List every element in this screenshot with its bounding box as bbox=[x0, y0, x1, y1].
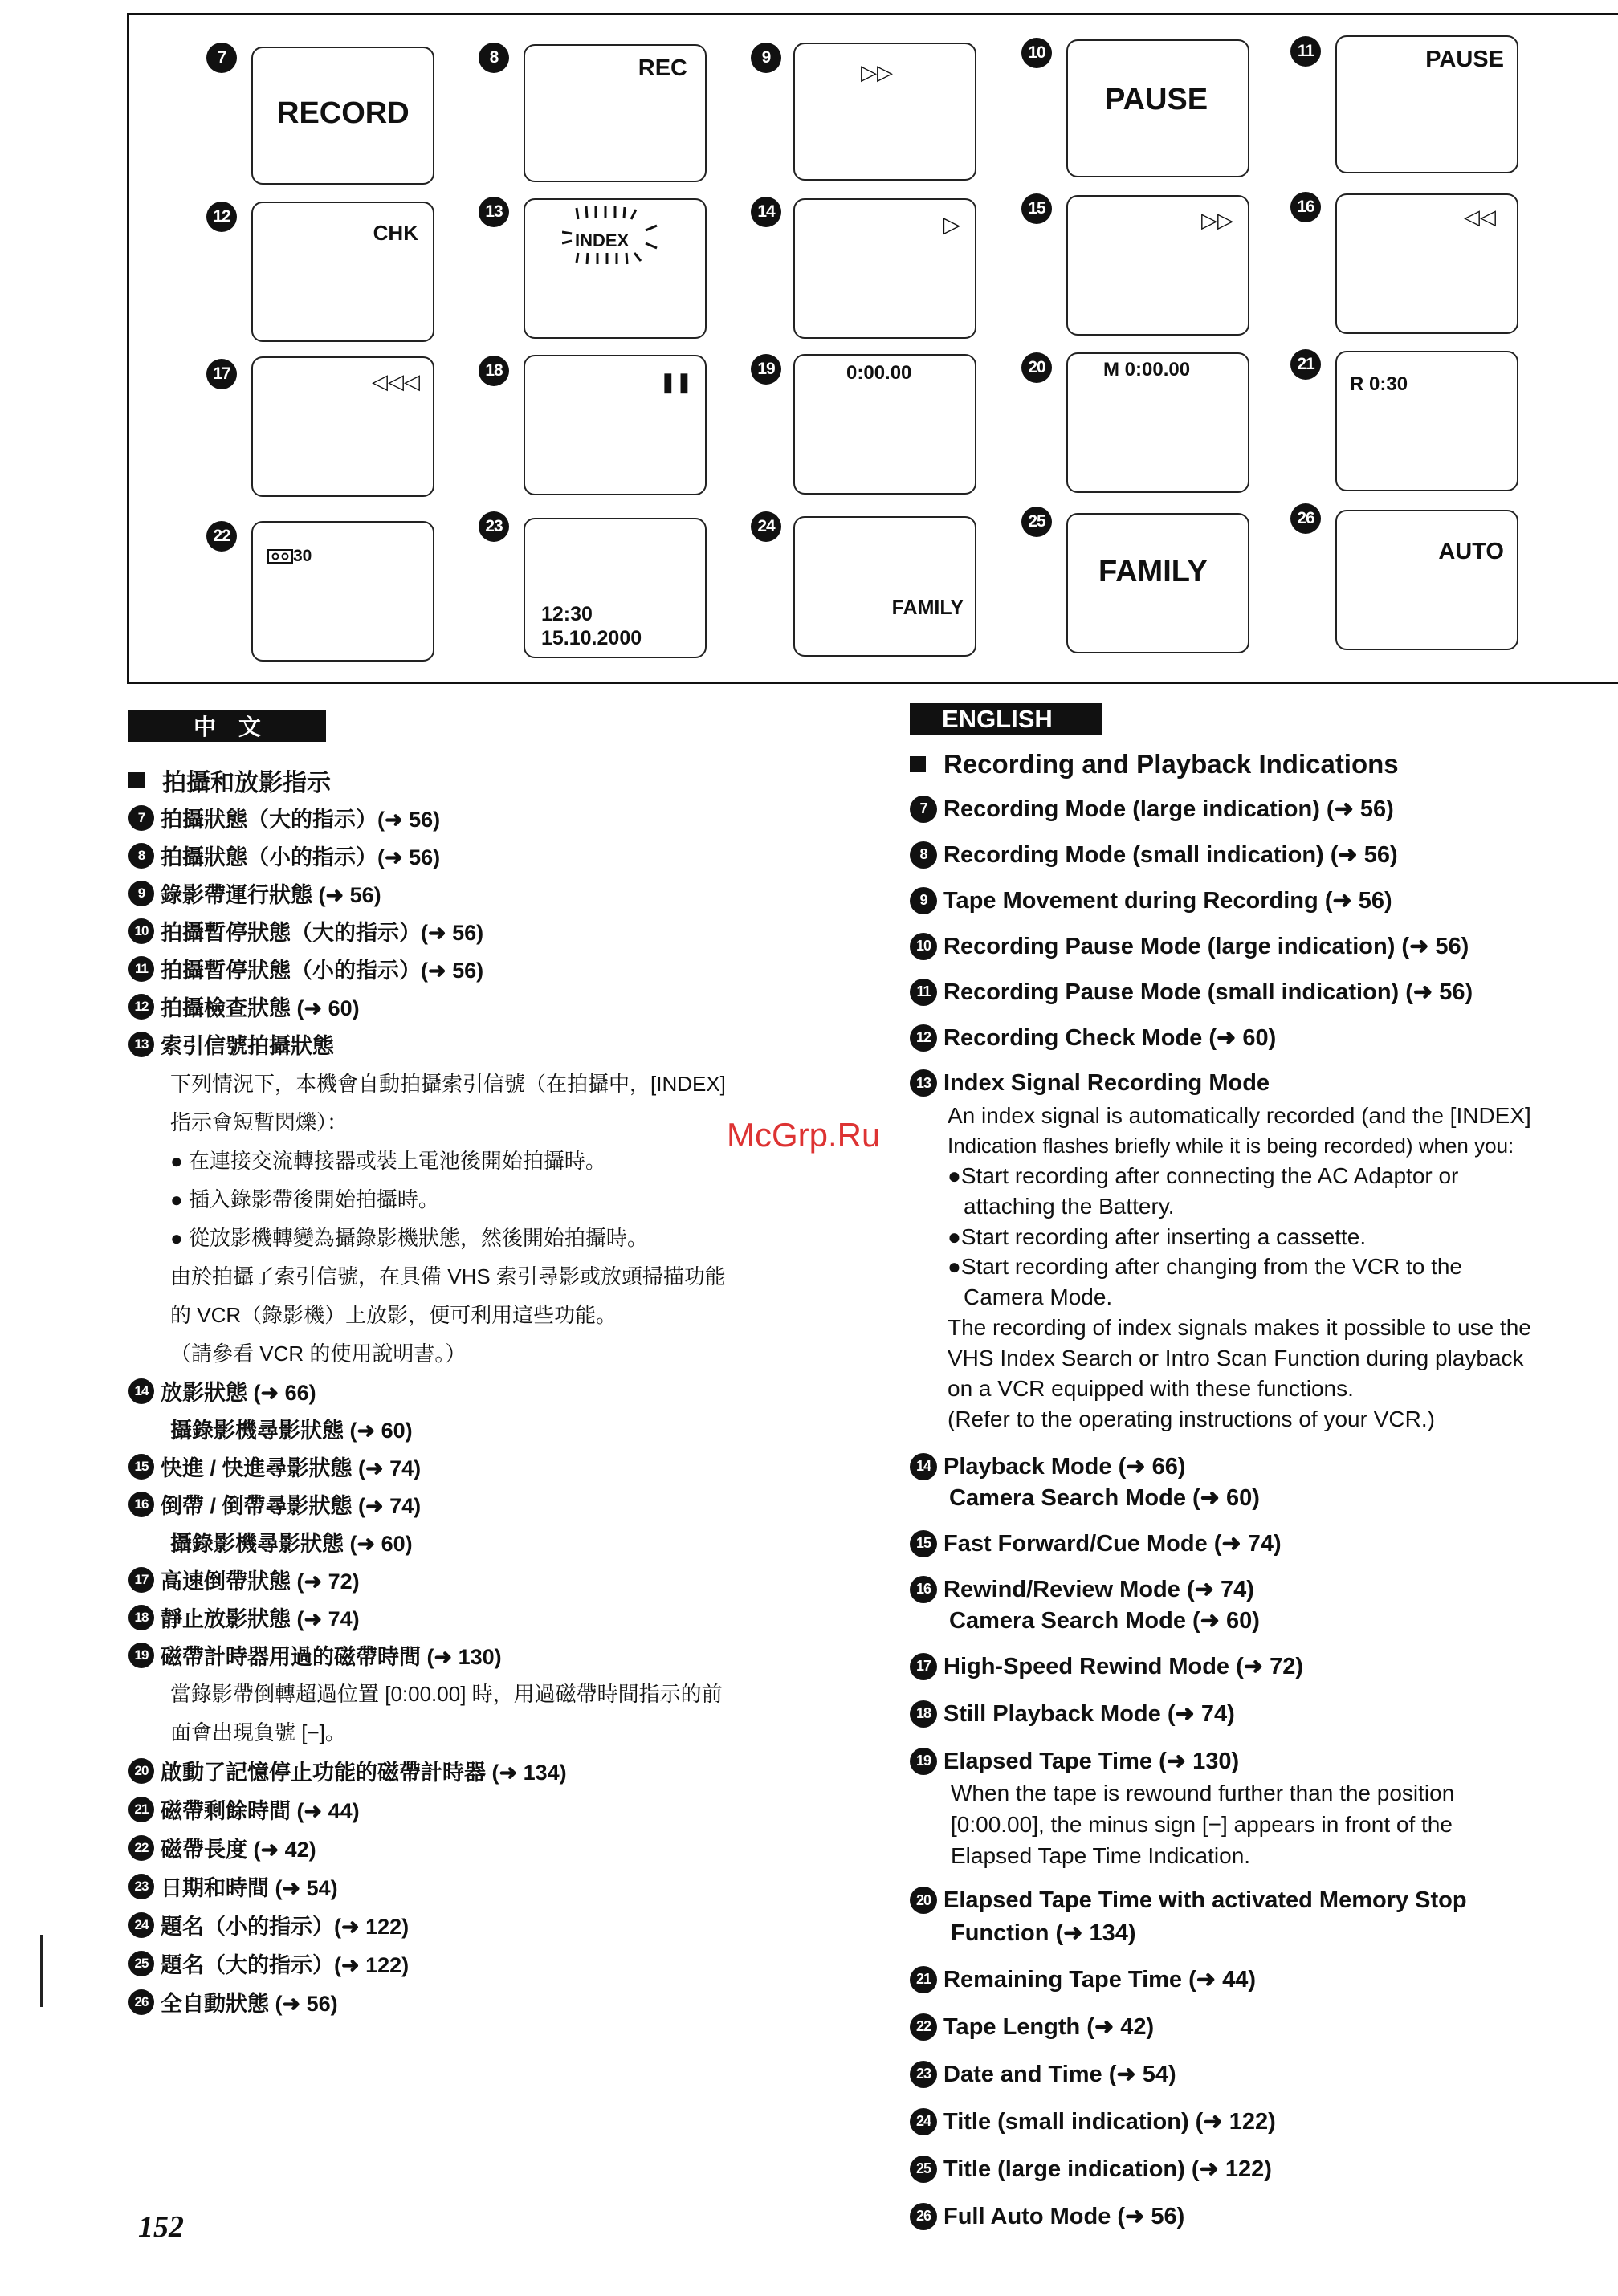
zh-item-10 bbox=[128, 915, 483, 946]
en-index-bullet-cont: Camera Mode. bbox=[964, 1284, 1113, 1309]
callout-number: 17 bbox=[206, 359, 237, 389]
zh-index-desc: 下列情況下，本機會自動拍攝索引信號（在拍攝中，[INDEX] bbox=[170, 1072, 726, 1096]
lcd-frame bbox=[1335, 510, 1518, 650]
item-text: 拍攝暫停狀態（小的指示）(➜ 56) bbox=[161, 959, 484, 983]
item-text: Elapsed Tape Time with activated Memory Stop bbox=[943, 1887, 1467, 1913]
callout-number: 22 bbox=[206, 521, 237, 552]
callout-number: 18 bbox=[910, 1700, 937, 1728]
callout-number: 18 bbox=[479, 356, 509, 386]
date-display: 15.10.2000 bbox=[541, 627, 642, 649]
en-item-20 bbox=[910, 1887, 1467, 1914]
lcd-frame bbox=[1335, 351, 1518, 491]
heading-text: Recording and Playback Indications bbox=[943, 749, 1399, 779]
cassette-icon bbox=[267, 549, 293, 564]
en-item-12 bbox=[910, 1024, 1276, 1052]
callout-number: 12 bbox=[910, 1024, 937, 1052]
callout-number: 12 bbox=[206, 202, 237, 232]
callout-number: 23 bbox=[128, 1874, 154, 1899]
callout-number: 14 bbox=[910, 1453, 937, 1480]
item-text: 拍攝檢查狀態 (➜ 60) bbox=[161, 996, 360, 1020]
item-text: Title (large indication) (➜ 122) bbox=[943, 2156, 1272, 2182]
callout-number: 11 bbox=[910, 979, 937, 1006]
zh-item-16 bbox=[128, 1488, 421, 1520]
en-item-25 bbox=[910, 2155, 1272, 2183]
item-text: Full Auto Mode (➜ 56) bbox=[943, 2204, 1185, 2229]
time-display: 12:30 bbox=[541, 603, 593, 625]
zh-index-desc: 指示會短暫閃爍）： bbox=[170, 1110, 348, 1134]
item-text: 日期和時間 (➜ 54) bbox=[161, 1876, 338, 1900]
lcd-frame bbox=[1335, 35, 1518, 173]
en-item-9 bbox=[910, 886, 1392, 914]
zh-item-26 bbox=[128, 1986, 338, 2017]
record-indicator: RECORD bbox=[277, 96, 410, 130]
item-text: High-Speed Rewind Mode (➜ 72) bbox=[943, 1654, 1304, 1679]
item-text: 靜止放影狀態 (➜ 74) bbox=[161, 1607, 360, 1631]
callout-number: 25 bbox=[128, 1951, 154, 1976]
lcd-frame bbox=[1335, 193, 1518, 334]
callout-number: 19 bbox=[128, 1643, 154, 1668]
callout-number: 7 bbox=[206, 43, 237, 73]
en-camera-search: Camera Search Mode (➜ 60) bbox=[949, 1608, 1260, 1634]
callout-number: 13 bbox=[128, 1032, 154, 1057]
item-text: 索引信號拍攝狀態 bbox=[161, 1034, 334, 1058]
callout-number: 10 bbox=[910, 933, 937, 960]
item-text: 題名（大的指示）(➜ 122) bbox=[161, 1953, 410, 1977]
lcd-frame bbox=[1066, 195, 1249, 336]
lcd-frame bbox=[251, 356, 434, 497]
en-elapsed-desc: When the tape is rewound further than the position bbox=[951, 1781, 1455, 1805]
zh-item-13 bbox=[128, 1028, 334, 1060]
item-text: 磁帶剩餘時間 (➜ 44) bbox=[161, 1799, 360, 1823]
item-text: 全自動狀態 (➜ 56) bbox=[161, 1992, 338, 2016]
item-text: Rewind/Review Mode (➜ 74) bbox=[943, 1577, 1254, 1602]
item-text: 題名（小的指示）(➜ 122) bbox=[161, 1915, 410, 1939]
callout-number: 7 bbox=[910, 796, 937, 823]
callout-number: 26 bbox=[910, 2203, 937, 2230]
item-text: Recording Mode (large indication) (➜ 56) bbox=[943, 796, 1394, 822]
item-text: Elapsed Tape Time (➜ 130) bbox=[943, 1748, 1240, 1774]
item-text: 倒帶 / 倒帶尋影狀態 (➜ 74) bbox=[161, 1494, 422, 1518]
play-arrow-icon: ▷ bbox=[943, 212, 960, 237]
memory-counter: M 0:00.00 bbox=[1103, 359, 1191, 381]
callout-number: 13 bbox=[479, 197, 509, 227]
callout-number: 22 bbox=[910, 2013, 937, 2041]
callout-number: 8 bbox=[479, 43, 509, 73]
callout-number: 20 bbox=[1021, 352, 1052, 383]
en-index-desc: on a VCR equipped with these functions. bbox=[948, 1376, 1354, 1401]
callout-number: 20 bbox=[910, 1887, 937, 1914]
margin-rule bbox=[40, 1935, 43, 2007]
still-pause-icon: ❚❚ bbox=[659, 372, 692, 393]
lcd-frame bbox=[524, 355, 707, 495]
bullet-square bbox=[910, 756, 926, 772]
en-item-18 bbox=[910, 1700, 1235, 1728]
callout-number: 7 bbox=[128, 805, 154, 831]
en-elapsed-desc: Elapsed Tape Time Indication. bbox=[951, 1843, 1251, 1868]
callout-number: 11 bbox=[128, 956, 154, 982]
en-item-13 bbox=[910, 1069, 1270, 1097]
item-text: Date and Time (➜ 54) bbox=[943, 2062, 1176, 2087]
zh-item-24 bbox=[128, 1909, 409, 1940]
zh-item-12 bbox=[128, 991, 360, 1022]
tape-length: 30 bbox=[293, 547, 312, 565]
en-index-desc: An index signal is automatically recorded (and the [INDEX] bbox=[948, 1103, 1531, 1128]
en-item-11 bbox=[910, 978, 1473, 1006]
item-text: Fast Forward/Cue Mode (➜ 74) bbox=[943, 1531, 1282, 1557]
zh-index-bullet: ● 在連接交流轉接器或裝上電池後開始拍攝時。 bbox=[170, 1149, 606, 1173]
callout-number: 26 bbox=[1290, 503, 1321, 534]
callout-number: 21 bbox=[128, 1797, 154, 1822]
callout-number: 25 bbox=[910, 2156, 937, 2183]
callout-number: 15 bbox=[910, 1530, 937, 1557]
zh-item-19 bbox=[128, 1639, 502, 1671]
lcd-frame bbox=[524, 198, 707, 339]
en-index-bullet: ●Start recording after changing from the VCR to the bbox=[948, 1254, 1463, 1279]
en-item-19 bbox=[910, 1747, 1239, 1775]
rewind-icon: ◁◁ bbox=[1464, 205, 1496, 229]
callout-number: 23 bbox=[910, 2061, 937, 2088]
callout-number: 16 bbox=[910, 1576, 937, 1603]
callout-number: 13 bbox=[910, 1069, 937, 1097]
item-text: 高速倒帶狀態 (➜ 72) bbox=[161, 1569, 360, 1594]
zh-item-7 bbox=[128, 802, 440, 833]
title-small: FAMILY bbox=[891, 596, 964, 619]
item-text: 放影狀態 (➜ 66) bbox=[161, 1381, 316, 1405]
en-item-24 bbox=[910, 2107, 1276, 2135]
item-text: 拍攝狀態（大的指示）(➜ 56) bbox=[161, 808, 441, 832]
en-item-10 bbox=[910, 932, 1469, 960]
callout-number: 25 bbox=[1021, 507, 1052, 537]
callout-number: 17 bbox=[910, 1653, 937, 1680]
zh-index-bullet: ● 從放影機轉變為攝錄影機狀態，然後開始拍攝時。 bbox=[170, 1226, 648, 1250]
en-item-16 bbox=[910, 1575, 1254, 1603]
callout-number: 24 bbox=[751, 511, 781, 542]
lcd-frame bbox=[1066, 352, 1249, 493]
callout-number: 8 bbox=[128, 843, 154, 869]
callout-number: 23 bbox=[479, 511, 509, 542]
en-item-7 bbox=[910, 795, 1394, 823]
en-elapsed-desc: [0:00.00], the minus sign [−] appears in front of the bbox=[951, 1812, 1453, 1837]
callout-number: 19 bbox=[910, 1748, 937, 1775]
zh-item-18 bbox=[128, 1602, 360, 1633]
tape-counter: 0:00.00 bbox=[846, 362, 912, 384]
en-item-22 bbox=[910, 2013, 1154, 2041]
index-indicator: INDEX bbox=[575, 230, 630, 250]
item-text: Recording Pause Mode (large indication) (➜ 56) bbox=[943, 934, 1469, 959]
item-text: 快進 / 快進尋影狀態 (➜ 74) bbox=[161, 1456, 422, 1480]
watermark: McGrp.Ru bbox=[727, 1116, 881, 1154]
high-speed-rewind-icon: ◁◁◁ bbox=[372, 369, 420, 393]
callout-number: 24 bbox=[128, 1912, 154, 1938]
en-index-desc: The recording of index signals makes it possible to use the bbox=[948, 1315, 1531, 1340]
lcd-frame bbox=[1066, 513, 1249, 653]
item-text: 啟動了記憶停止功能的磁帶計時器 (➜ 134) bbox=[161, 1761, 567, 1785]
callout-number: 16 bbox=[128, 1492, 154, 1517]
item-text: Still Playback Mode (➜ 74) bbox=[943, 1701, 1235, 1727]
en-item-14 bbox=[910, 1452, 1186, 1480]
rec-indicator: REC bbox=[638, 55, 687, 81]
en-index-desc: (Refer to the operating instructions of your VCR.) bbox=[948, 1407, 1435, 1431]
en-item-8 bbox=[910, 841, 1398, 869]
zh-elapsed-desc: 當錄影帶倒轉超過位置 [0:00.00] 時，用過磁帶時間指示的前 bbox=[170, 1682, 723, 1706]
callout-number: 9 bbox=[910, 887, 937, 914]
callout-number: 10 bbox=[128, 918, 154, 944]
callout-number: 11 bbox=[1290, 36, 1321, 67]
en-item-17 bbox=[910, 1652, 1303, 1680]
zh-item-11 bbox=[128, 953, 483, 984]
lcd-frame bbox=[251, 47, 434, 185]
zh-item-14 bbox=[128, 1375, 316, 1407]
zh-item-20 bbox=[128, 1755, 567, 1786]
callout-number: 20 bbox=[128, 1758, 154, 1784]
en-index-bullet-cont: attaching the Battery. bbox=[964, 1194, 1175, 1219]
zh-index-desc: （請參看 VCR 的使用說明書。） bbox=[170, 1341, 467, 1366]
lcd-frame bbox=[251, 521, 434, 662]
item-text: Title (small indication) (➜ 122) bbox=[943, 2109, 1276, 2135]
item-text: Recording Pause Mode (small indication) (➜ 56) bbox=[943, 979, 1473, 1005]
callout-number: 14 bbox=[128, 1378, 154, 1404]
forward-arrows-icon: ▷▷ bbox=[861, 60, 893, 84]
bullet-square bbox=[128, 772, 145, 788]
indication-panel bbox=[127, 13, 1618, 684]
english-tag: ENGLISH bbox=[910, 703, 1102, 735]
item-text: 拍攝狀態（小的指示）(➜ 56) bbox=[161, 845, 441, 869]
en-item-21 bbox=[910, 1965, 1256, 1993]
item-text: 拍攝暫停狀態（大的指示）(➜ 56) bbox=[161, 921, 484, 945]
callout-number: 10 bbox=[1021, 38, 1052, 68]
zh-camera-search: 攝錄影機尋影狀態 (➜ 60) bbox=[170, 1532, 413, 1556]
en-index-bullet: ●Start recording after connecting the AC Adaptor or bbox=[948, 1163, 1459, 1188]
zh-index-bullet: ● 插入錄影帶後開始拍攝時。 bbox=[170, 1187, 439, 1211]
callout-number: 9 bbox=[751, 43, 781, 73]
callout-number: 14 bbox=[751, 197, 781, 227]
en-index-desc: Indication flashes briefly while it is being recorded) when you: bbox=[948, 1134, 1514, 1158]
en-index-desc: VHS Index Search or Intro Scan Function during playback bbox=[948, 1345, 1524, 1370]
callout-number: 19 bbox=[751, 354, 781, 385]
en-item-26 bbox=[910, 2202, 1184, 2230]
english-heading bbox=[910, 747, 1399, 782]
callout-number: 24 bbox=[910, 2108, 937, 2135]
heading-text: 拍攝和放影指示 bbox=[162, 770, 331, 796]
en-camera-search: Camera Search Mode (➜ 60) bbox=[949, 1485, 1260, 1511]
lcd-frame bbox=[251, 202, 434, 342]
lcd-frame bbox=[793, 516, 976, 657]
lcd-frame bbox=[793, 354, 976, 495]
item-text: Index Signal Recording Mode bbox=[943, 1069, 1270, 1096]
item-text: 磁帶長度 (➜ 42) bbox=[161, 1838, 316, 1862]
callout-number: 15 bbox=[1021, 193, 1052, 224]
callout-number: 26 bbox=[128, 1989, 154, 2015]
item-text: Tape Length (➜ 42) bbox=[943, 2014, 1155, 2040]
callout-number: 21 bbox=[910, 1966, 937, 1993]
item-text: Recording Mode (small indication) (➜ 56) bbox=[943, 842, 1398, 868]
zh-index-desc: 由於拍攝了索引信號，在具備 VHS 索引尋影或放頭掃描功能 bbox=[170, 1264, 726, 1288]
lcd-frame bbox=[793, 43, 976, 181]
pause-indicator: PAUSE bbox=[1105, 83, 1208, 116]
en-item-15 bbox=[910, 1529, 1282, 1557]
remaining-time: R 0:30 bbox=[1350, 373, 1408, 395]
callout-number: 18 bbox=[128, 1605, 154, 1630]
callout-number: 8 bbox=[910, 841, 937, 869]
zh-item-25 bbox=[128, 1948, 409, 1979]
callout-number: 9 bbox=[128, 881, 154, 906]
lcd-frame bbox=[1066, 39, 1249, 177]
zh-item-15 bbox=[128, 1451, 421, 1482]
callout-number: 16 bbox=[1290, 192, 1321, 222]
item-text: 磁帶計時器用過的磁帶時間 (➜ 130) bbox=[161, 1645, 502, 1669]
auto-indicator: AUTO bbox=[1438, 539, 1504, 564]
item-text: Remaining Tape Time (➜ 44) bbox=[943, 1967, 1257, 1993]
zh-item-21 bbox=[128, 1793, 360, 1825]
zh-item-23 bbox=[128, 1871, 338, 1902]
zh-camera-search: 攝錄影機尋影狀態 (➜ 60) bbox=[170, 1419, 413, 1443]
chinese-heading bbox=[128, 764, 331, 796]
zh-item-9 bbox=[128, 877, 381, 909]
page-number: 152 bbox=[138, 2210, 184, 2244]
callout-number: 12 bbox=[128, 994, 154, 1020]
lcd-frame bbox=[524, 518, 707, 658]
zh-elapsed-desc: 面會出現負號 [−]。 bbox=[170, 1720, 346, 1744]
zh-index-desc: 的 VCR（錄影機）上放影，便可利用這些功能。 bbox=[170, 1303, 617, 1327]
zh-item-17 bbox=[128, 1564, 360, 1595]
zh-item-8 bbox=[128, 840, 440, 871]
fast-forward-icon: ▷▷ bbox=[1201, 208, 1233, 232]
item-text: Tape Movement during Recording (➜ 56) bbox=[943, 888, 1392, 914]
lcd-frame bbox=[524, 44, 707, 182]
en-index-bullet: ●Start recording after inserting a cassette. bbox=[948, 1224, 1367, 1249]
en-memory-stop-cont: Function (➜ 134) bbox=[951, 1920, 1136, 1946]
item-text: 錄影帶運行狀態 (➜ 56) bbox=[161, 883, 381, 907]
callout-number: 22 bbox=[128, 1835, 154, 1861]
pause-small-indicator: PAUSE bbox=[1425, 47, 1504, 72]
chk-indicator: CHK bbox=[373, 221, 418, 245]
lcd-frame bbox=[793, 198, 976, 339]
item-text: Recording Check Mode (➜ 60) bbox=[943, 1025, 1277, 1051]
en-item-23 bbox=[910, 2060, 1176, 2088]
chinese-tag: 中 文 bbox=[128, 710, 326, 742]
zh-item-22 bbox=[128, 1832, 316, 1863]
callout-number: 21 bbox=[1290, 349, 1321, 380]
callout-number: 15 bbox=[128, 1454, 154, 1480]
item-text: Playback Mode (➜ 66) bbox=[943, 1454, 1186, 1480]
tape-length-readout bbox=[267, 547, 312, 566]
callout-number: 17 bbox=[128, 1567, 154, 1593]
title-large: FAMILY bbox=[1098, 555, 1208, 588]
